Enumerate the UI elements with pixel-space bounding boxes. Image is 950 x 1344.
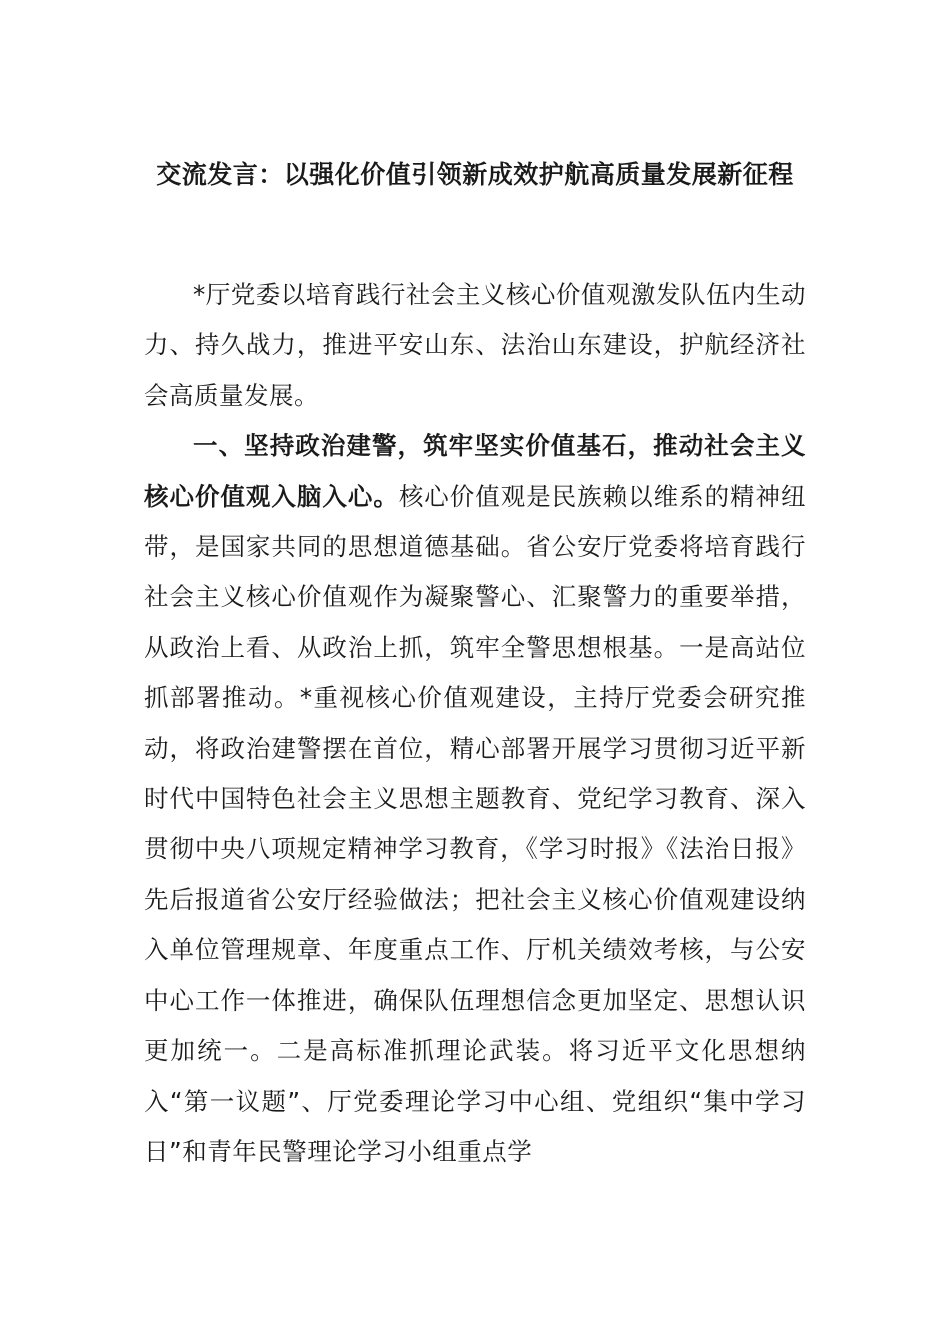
document-body <box>144 270 806 1177</box>
document-title: 交流发言：以强化价值引领新成效护航高质量发展新征程 <box>156 160 794 189</box>
paragraph-intro <box>144 270 806 421</box>
paragraph-section-one <box>144 421 806 1177</box>
section-one-text: 核心价值观是民族赖以维系的精神纽带，是国家共同的思想道德基础。省公安厅党委将培育践行社会主义核心价值观作为凝聚警心、汇聚警力的重要举措，从政治上看、从政治上抓，筑牢全警思想根基。一是高站位抓部署推动。*重视核心价值观建设，主持厅党委会研究推动，将政治建警摆在首位，精心部署开展学习贯彻习近平新时代中国特色社会主义思想主题教育、党纪学习教育、深入贯彻中央八项规定精神学习教育，《学习时报》《法治日报》先后报道省公安厅经验做法；把社会主义核心价值观建设纳入单位管理规章、年度重点工作、厅机关绩效考核，与公安中心工作一体推进，确保队伍理想信念更加坚定、思想认识更加统一。二是高标准抓理论武装。将习近平文化思想纳入“第一议题”、厅党委理论学习中心组、党组织“集中学习日”和青年民警理论学习小组重点学 <box>144 481 807 1166</box>
section-one-heading: 一、坚持政治建警，筑牢坚实价值基石，推动社会主义核心价值观入脑入心。 <box>144 431 806 511</box>
paragraph-intro-text: *厅党委以培育践行社会主义核心价值观激发队伍内生动力、持久战力，推进平安山东、法治山东建设，护航经济社会高质量发展。 <box>144 280 806 410</box>
